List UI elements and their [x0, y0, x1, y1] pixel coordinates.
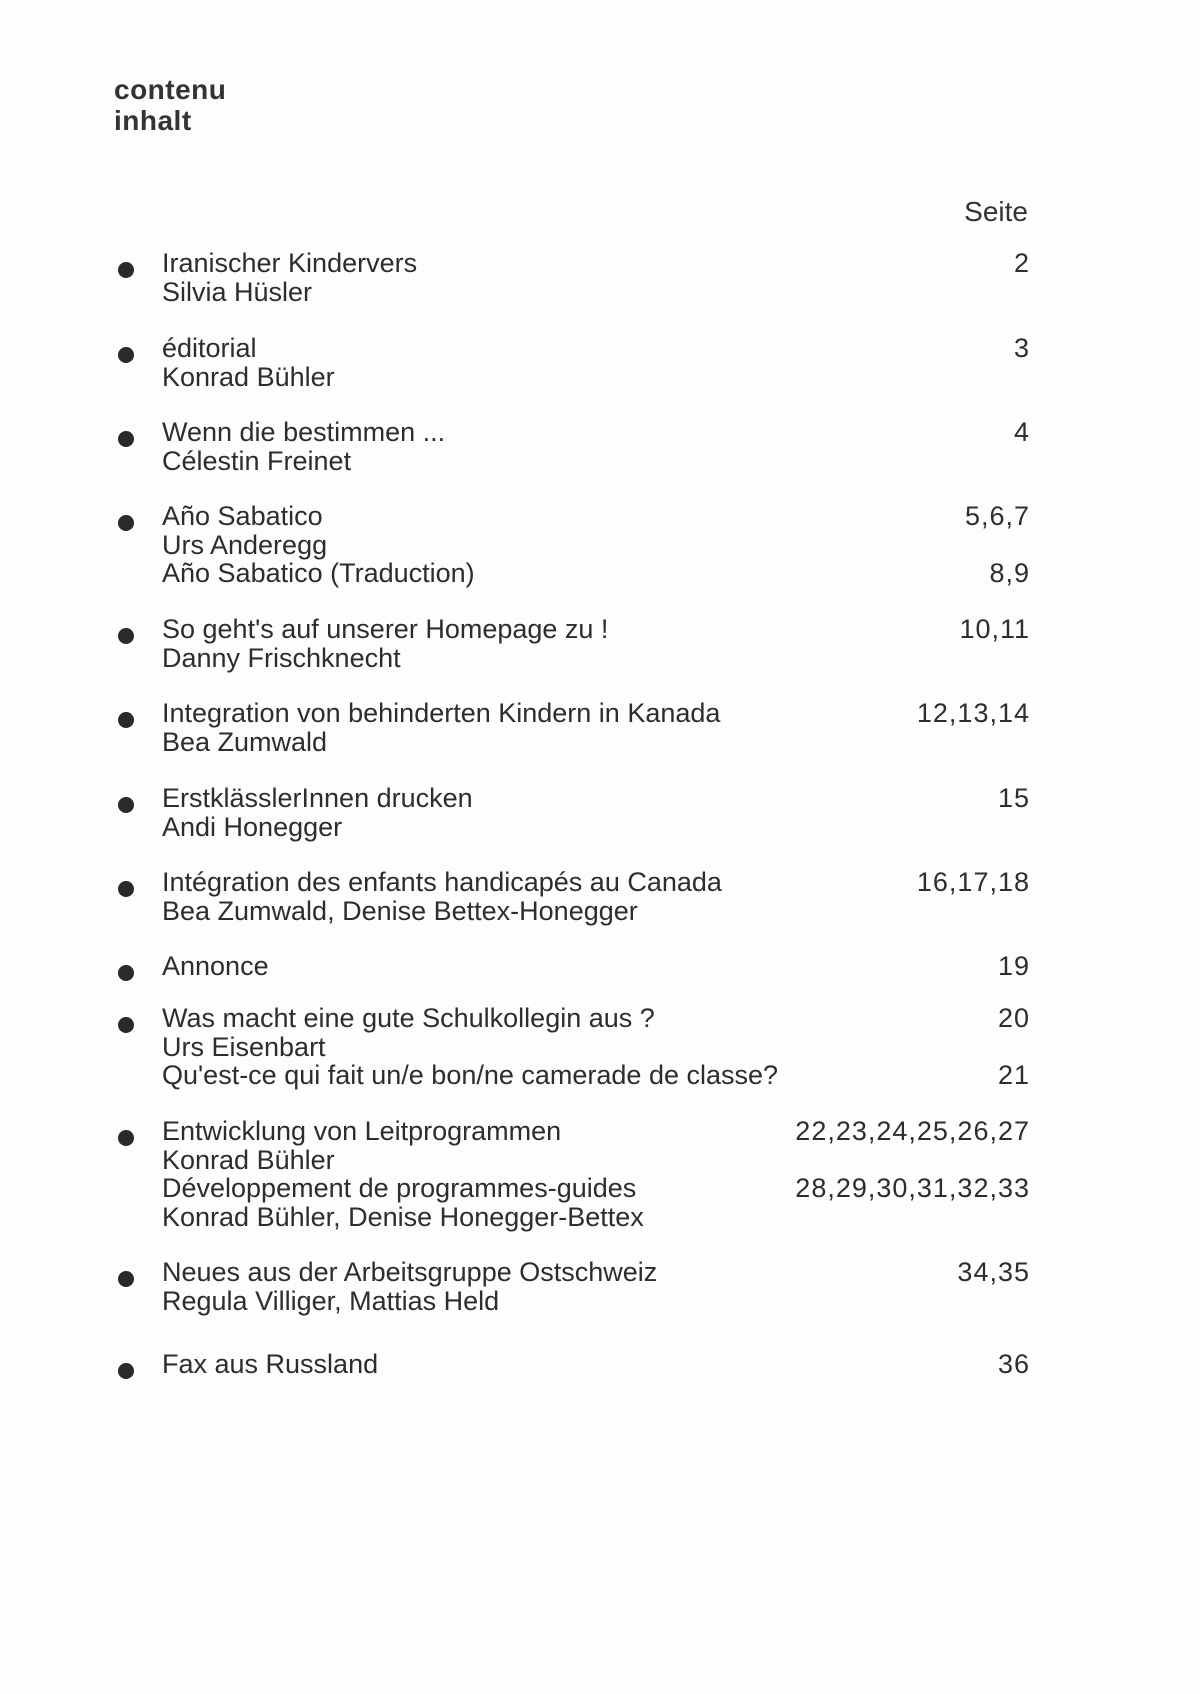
- toc-page-number: 36: [997, 1349, 1030, 1379]
- toc-page-number: 12,13,14: [916, 698, 1030, 728]
- bullet-icon: [118, 1017, 134, 1033]
- toc-line: [162, 1173, 1030, 1204]
- toc-line: [162, 1145, 1030, 1176]
- heading-line-inhalt: inhalt: [114, 105, 192, 136]
- toc-line: [162, 1257, 1030, 1288]
- toc-line: [162, 1349, 1030, 1380]
- toc-line: [162, 1116, 1030, 1147]
- bullet-icon: [118, 515, 134, 531]
- toc-entry-subline: Danny Frischknecht: [162, 642, 401, 673]
- toc-page-number: 20: [997, 1003, 1030, 1033]
- toc-page-number: 28,29,30,31,32,33: [795, 1173, 1030, 1203]
- toc-page-number: 21: [997, 1060, 1030, 1090]
- toc-line: [162, 1202, 1030, 1233]
- toc-page-number: 19: [997, 951, 1030, 981]
- toc-line: [162, 1003, 1030, 1034]
- toc-entry-subline: Konrad Bühler: [162, 361, 335, 392]
- toc-entry-subline: Urs Eisenbart: [162, 1031, 326, 1062]
- toc-line: [162, 614, 1030, 645]
- toc-entry-subline: Bea Zumwald, Denise Bettex-Honegger: [162, 895, 638, 926]
- toc-line: [162, 1286, 1030, 1317]
- toc-entry-title: Neues aus der Arbeitsgruppe Ostschweiz: [162, 1257, 658, 1287]
- toc-line: [162, 501, 1030, 532]
- toc-entry-subline: Andi Honegger: [162, 811, 343, 842]
- toc-line: [162, 783, 1030, 814]
- toc-entry-title: So geht's auf unserer Homepage zu !: [162, 614, 609, 644]
- toc-line: [162, 698, 1030, 729]
- toc-entry-subline: Año Sabatico (Traduction): [162, 558, 475, 588]
- toc-entry-subline: Bea Zumwald: [162, 726, 328, 757]
- bullet-icon: [118, 347, 134, 363]
- bullet-icon: [118, 1130, 134, 1146]
- toc-entry-subline: Célestin Freinet: [162, 445, 352, 476]
- toc-entry-title: éditorial: [162, 333, 257, 363]
- bullet-icon: [118, 628, 134, 644]
- toc-entry-title: Was macht eine gute Schulkollegin aus ?: [162, 1003, 655, 1033]
- toc-line: [162, 951, 1030, 982]
- toc-entry-title: Iranischer Kindervers: [162, 248, 418, 278]
- toc-line: [162, 727, 1030, 758]
- toc-page-number: 16,17,18: [916, 867, 1030, 897]
- toc-line: [162, 643, 1030, 674]
- toc-page-number: 10,11: [959, 614, 1030, 644]
- toc-line: [162, 812, 1030, 843]
- toc-line: [162, 362, 1030, 393]
- toc-line: [162, 417, 1030, 448]
- toc-entry-subline: Konrad Bühler, Denise Honegger-Bettex: [162, 1201, 644, 1232]
- toc-page-number: 3: [1013, 333, 1030, 363]
- toc-page-number: 5,6,7: [964, 501, 1030, 531]
- toc-line: [162, 277, 1030, 308]
- toc-entry-title: Fax aus Russland: [162, 1349, 379, 1379]
- bullet-icon: [118, 262, 134, 278]
- toc-page-number: 34,35: [957, 1257, 1030, 1287]
- toc-line: [162, 1032, 1030, 1063]
- bullet-icon: [118, 1363, 134, 1379]
- toc-entry-title: Wenn die bestimmen ...: [162, 417, 446, 447]
- toc-entry-title: Annonce: [162, 951, 269, 981]
- toc-entry-subline: Développement de programmes-guides: [162, 1173, 637, 1203]
- toc-entry-title: Integration von behinderten Kindern in Kanada: [162, 698, 721, 728]
- toc-line: [162, 558, 1030, 589]
- toc-line: [162, 248, 1030, 279]
- bullet-icon: [118, 797, 134, 813]
- toc-line: [162, 530, 1030, 561]
- toc-entry-subline: Silvia Hüsler: [162, 276, 313, 307]
- toc-entry-title: Intégration des enfants handicapés au Canada: [162, 867, 722, 897]
- toc-entry-title: Año Sabatico: [162, 501, 323, 531]
- toc-line: [162, 1060, 1030, 1091]
- bullet-icon: [118, 881, 134, 897]
- toc-entry-subline: Konrad Bühler: [162, 1144, 335, 1175]
- page-heading: [114, 74, 226, 136]
- bullet-icon: [118, 431, 134, 447]
- toc-entry-subline: Qu'est-ce qui fait un/e bon/ne camerade de classe?: [162, 1060, 779, 1090]
- toc-line: [162, 896, 1030, 927]
- bullet-icon: [118, 1271, 134, 1287]
- toc-page-number: 2: [1013, 248, 1030, 278]
- toc-line: [162, 446, 1030, 477]
- toc-entry-subline: Regula Villiger, Mattias Held: [162, 1285, 500, 1316]
- heading-line-contenu: contenu: [114, 74, 227, 105]
- toc-page-number: 22,23,24,25,26,27: [795, 1116, 1030, 1146]
- bullet-icon: [118, 712, 134, 728]
- toc-page-number: 8,9: [989, 558, 1030, 588]
- toc-page-number: 15: [997, 783, 1030, 813]
- page-column-label: Seite: [964, 196, 1028, 227]
- toc-entry-title: Entwicklung von Leitprogrammen: [162, 1116, 562, 1146]
- bullet-icon: [118, 965, 134, 981]
- toc-page-number: 4: [1013, 417, 1030, 447]
- toc-entry-title: ErstklässlerInnen drucken: [162, 783, 473, 813]
- toc-entry-subline: Urs Anderegg: [162, 529, 328, 560]
- toc-line: [162, 867, 1030, 898]
- toc-line: [162, 333, 1030, 364]
